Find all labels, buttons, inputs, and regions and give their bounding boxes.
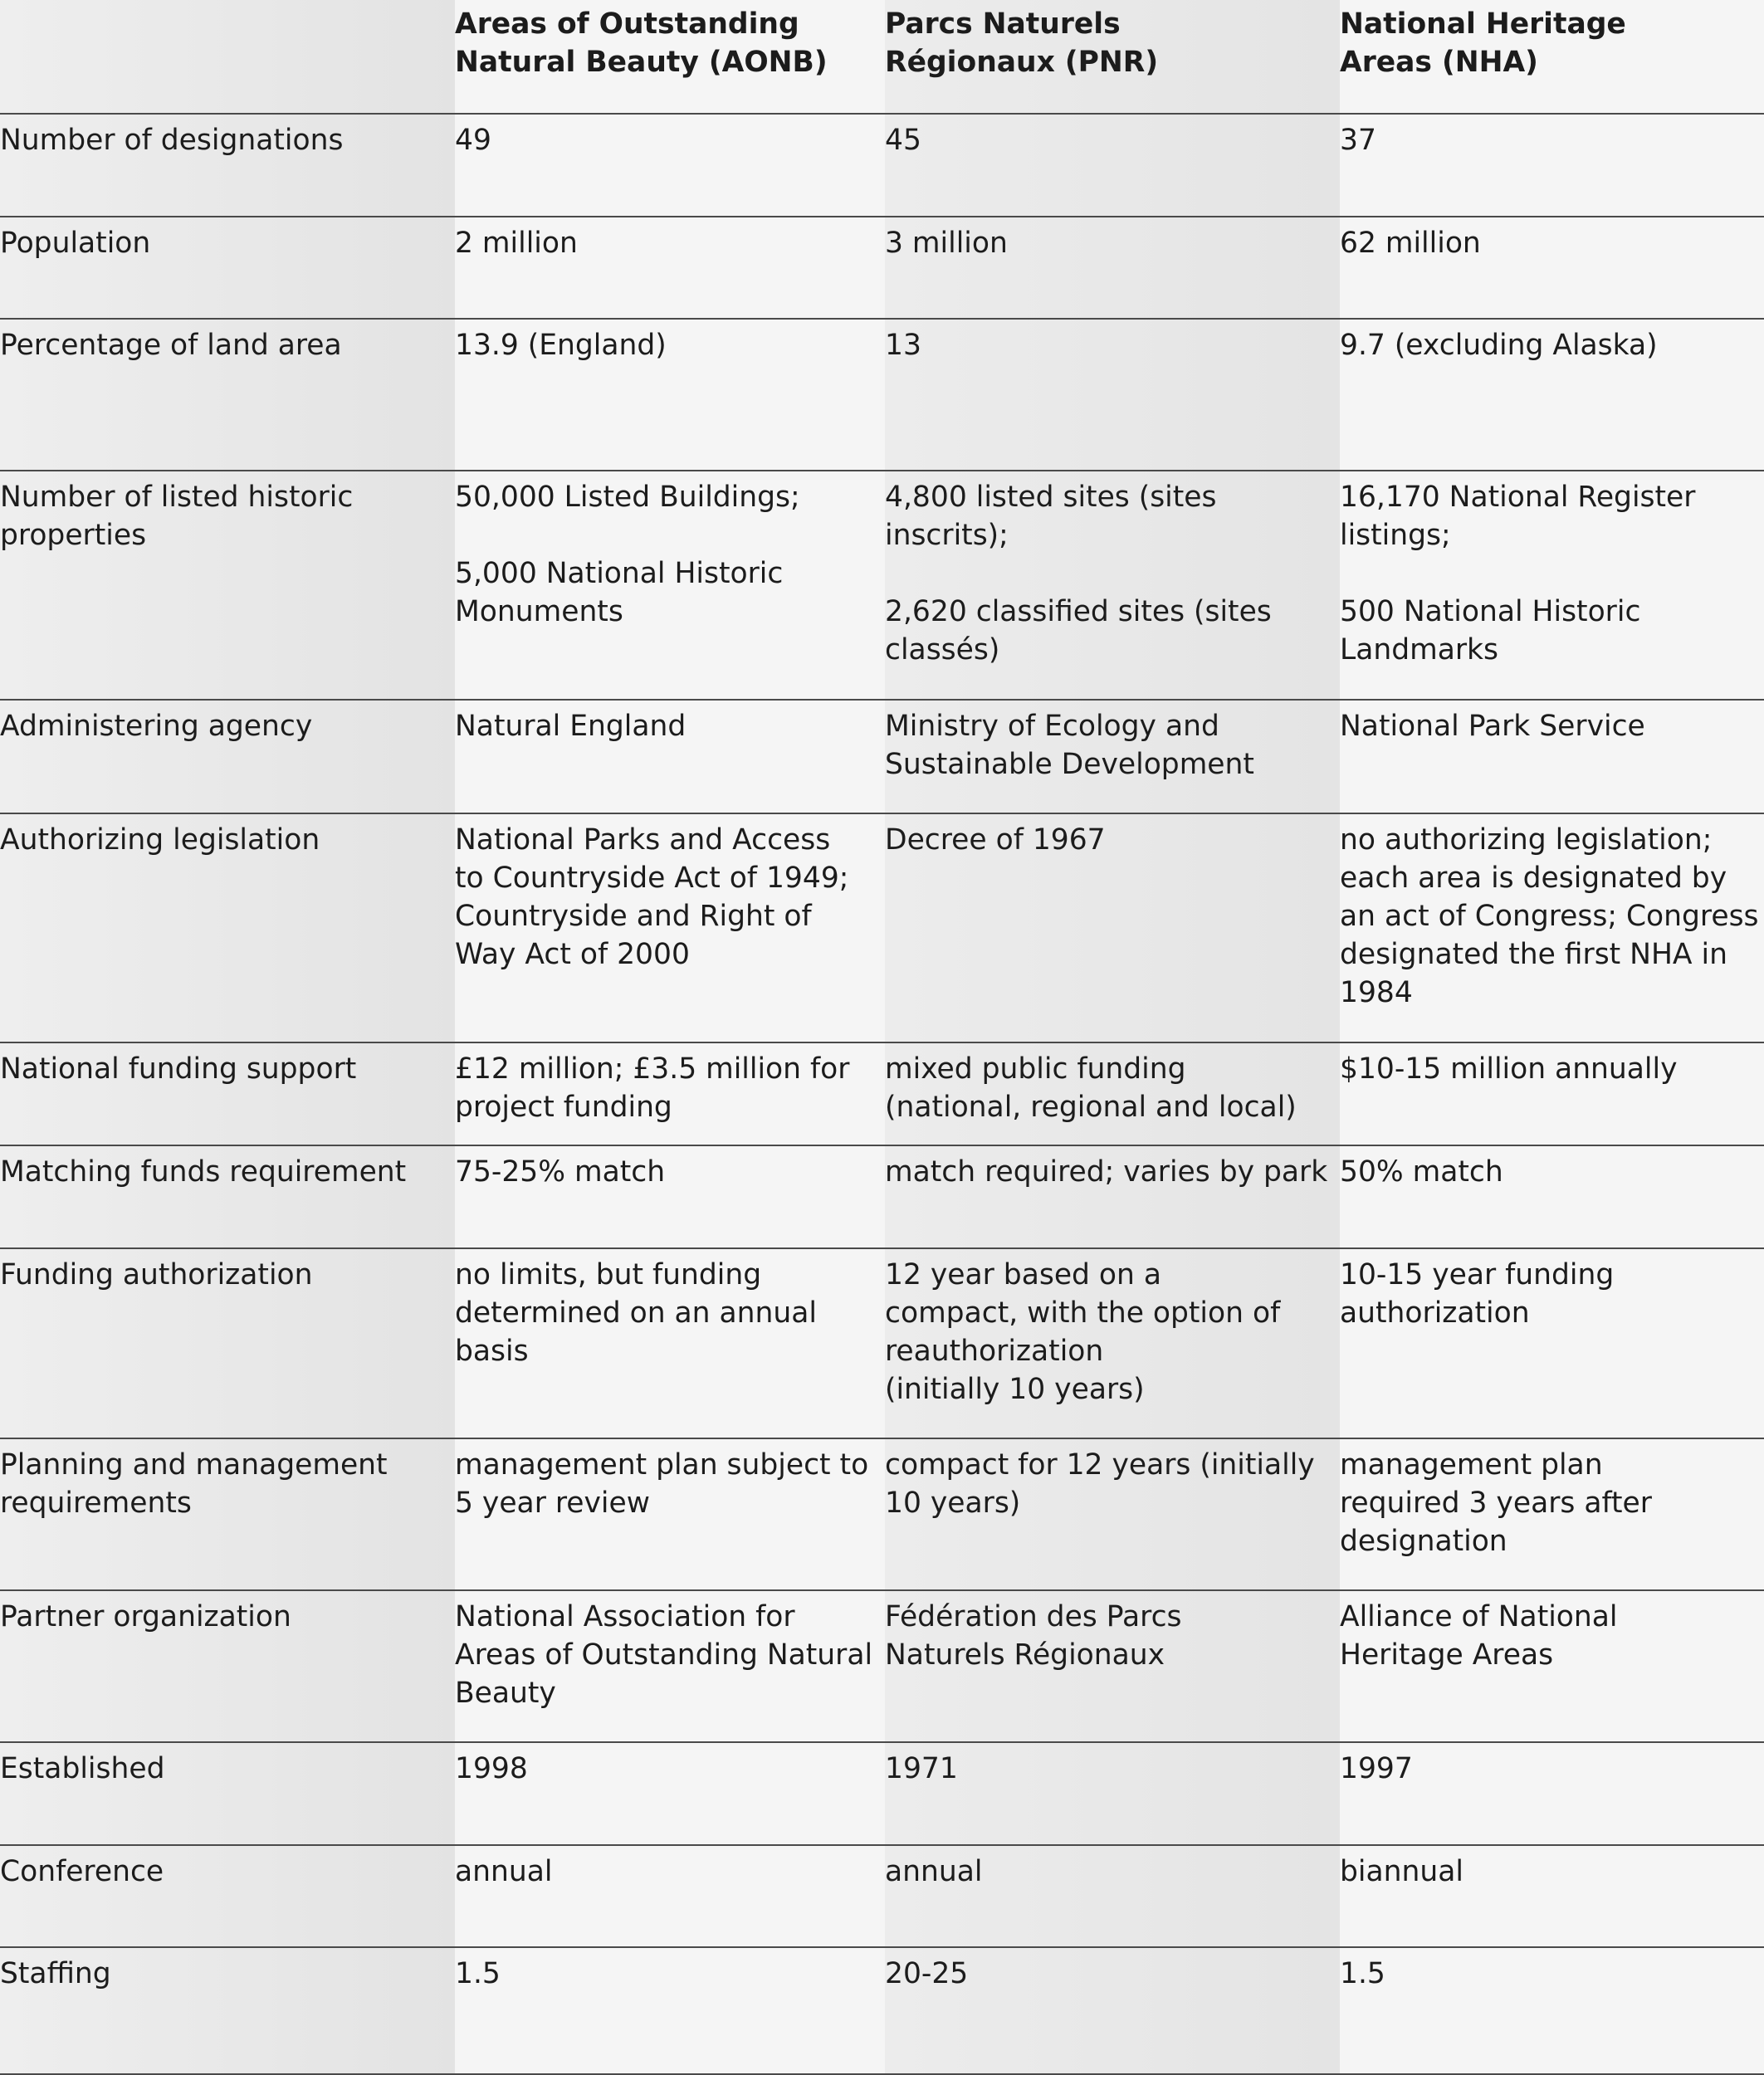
cell-nha: 62 million [1340,227,1481,260]
cell-pnr: Decree of 1967 [885,823,1106,857]
cell-pnr: 13 [885,329,921,362]
cell-nha: 1.5 [1340,1957,1385,1990]
cell-aonb: 75-25% match [455,1155,666,1189]
table-row [0,814,1764,1043]
cell-pnr: match required; varies by park [885,1155,1328,1189]
header-label-cell [0,0,455,5]
table-row [0,1146,1764,1249]
row-label: Authorizing legislation [0,823,320,857]
cell-aonb: no limits, but funding determined on an annual basis [455,1258,817,1368]
cell-pnr: 12 year based on a compact, with the option of reauthorization (initially 10 years) [885,1258,1281,1406]
cell-nha: $10-15 million annually [1340,1052,1678,1086]
table-row [0,1043,1764,1146]
cell-aonb: £12 million; £3.5 million for project funding [455,1052,850,1124]
cell-nha: 16,170 National Register listings; 500 National Historic Landmarks [1340,481,1696,666]
table-row [0,1743,1764,1846]
cell-aonb: annual [455,1855,553,1888]
row-label: Percentage of land area [0,329,342,362]
cell-pnr: 3 million [885,227,1008,260]
cell-aonb: 49 [455,124,491,157]
table-row [0,471,1764,701]
cell-nha: no authorizing legislation; each area is designated by an act of Congress; Congress designated the first NHA in 1984 [1340,823,1759,1009]
cell-pnr: 45 [885,124,921,157]
header-nha: National Heritage Areas (NHA) [1340,7,1626,79]
cell-nha: 1997 [1340,1752,1413,1785]
table-row [0,1591,1764,1743]
cell-aonb: 1.5 [455,1957,501,1990]
row-label: Number of designations [0,124,344,157]
table-row [0,320,1764,471]
row-label: Population [0,227,151,260]
row-label: Established [0,1752,165,1785]
cell-pnr: Ministry of Ecology and Sustainable Development [885,710,1254,781]
cell-pnr: 1971 [885,1752,958,1785]
row-label: Partner organization [0,1600,291,1633]
cell-aonb: 1998 [455,1752,528,1785]
cell-nha: 37 [1340,124,1376,157]
row-label: Funding authorization [0,1258,313,1291]
table-header-row [0,0,1764,115]
cell-nha: National Park Service [1340,710,1645,743]
cell-aonb: National Association for Areas of Outstanding Natural Beauty [455,1600,873,1710]
header-pnr: Parcs Naturels Régionaux (PNR) [885,7,1159,79]
cell-nha: 9.7 (excluding Alaska) [1340,329,1658,362]
row-label: Conference [0,1855,164,1888]
row-label: Planning and management requirements [0,1448,388,1520]
cell-nha: Alliance of National Heritage Areas [1340,1600,1618,1672]
table-row [0,1249,1764,1439]
table-row [0,115,1764,217]
row-label: Matching funds requirement [0,1155,407,1189]
cell-pnr: compact for 12 years (initially 10 years) [885,1448,1315,1520]
cell-pnr: mixed public funding (national, regional and local) [885,1052,1297,1124]
cell-pnr: 4,800 listed sites (sites inscrits); 2,620 classified sites (sites classés) [885,481,1272,666]
cell-pnr: annual [885,1855,983,1888]
cell-aonb: 13.9 (England) [455,329,667,362]
cell-pnr: 20-25 [885,1957,969,1990]
cell-aonb: National Parks and Access to Countryside Act of 1949; Countryside and Right of Way Act of 2000 [455,823,849,971]
header-aonb: Areas of Outstanding Natural Beauty (AONB) [455,7,828,79]
row-label: National funding support [0,1052,357,1086]
table-row [0,217,1764,320]
row-label: Administering agency [0,710,313,743]
table-row [0,1846,1764,1948]
cell-nha: biannual [1340,1855,1463,1888]
row-label: Number of listed historic properties [0,481,354,552]
cell-aonb: 2 million [455,227,578,260]
cell-nha: management plan required 3 years after designation [1340,1448,1652,1558]
cell-aonb: Natural England [455,710,687,743]
cell-aonb: 50,000 Listed Buildings; 5,000 National Historic Monuments [455,481,800,628]
cell-aonb: management plan subject to 5 year review [455,1448,869,1520]
table-row [0,1948,1764,2075]
cell-pnr: Fédération des Parcs Naturels Régionaux [885,1600,1182,1672]
cell-nha: 10-15 year funding authorization [1340,1258,1615,1330]
row-label: Staffing [0,1957,111,1990]
table-row [0,1439,1764,1591]
table-row [0,701,1764,814]
cell-nha: 50% match [1340,1155,1503,1189]
